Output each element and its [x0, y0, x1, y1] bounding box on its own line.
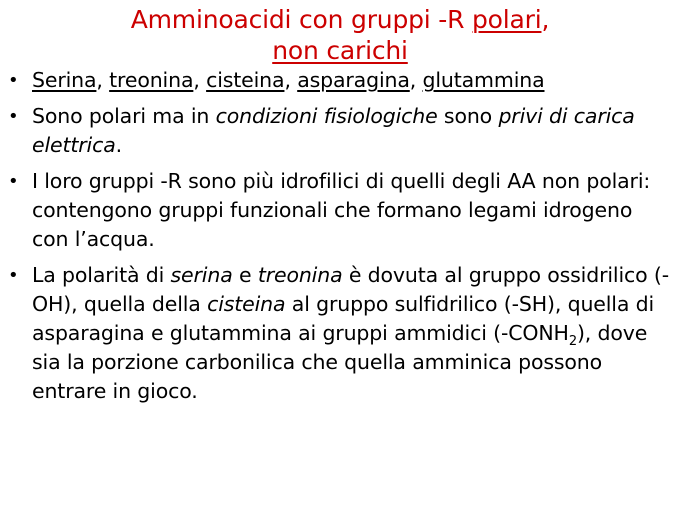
title-text: Amminoacidi con gruppi -R: [130, 5, 473, 34]
term-glutammina: glutammina: [422, 68, 545, 92]
italic-text: cisteina: [207, 292, 286, 316]
subscript: 2: [568, 334, 577, 350]
bullet-text: .: [115, 133, 122, 157]
term-asparagina: asparagina: [297, 68, 410, 92]
bullet-text: al gruppo sulfidrilico (-SH), quella di asparagina e glutammina ai gruppi ammidici (-CONH: [32, 292, 655, 345]
title-underlined-polari: polari: [472, 5, 542, 34]
slide-title: [0, 4, 680, 66]
italic-text: treonina: [257, 263, 343, 287]
bullet-item-hydrophilic: [6, 167, 674, 254]
bullet-text: è dovuta al gruppo ossidrilico (-OH), quella della: [32, 263, 669, 316]
term-treonina: treonina: [109, 68, 194, 92]
italic-text: privi di carica elettrica: [32, 104, 635, 157]
bullet-text: La polarità di: [32, 263, 171, 287]
bullet-text: e: [232, 263, 258, 287]
bullet-text: Sono polari ma in: [32, 104, 216, 128]
term-cisteina: cisteina: [206, 68, 285, 92]
separator: ,: [284, 68, 298, 92]
bullet-item-polarity-groups: [6, 261, 674, 406]
title-underlined-non-carichi: non carichi: [272, 36, 408, 65]
italic-text: condizioni fisiologiche: [215, 104, 438, 128]
bullet-text: ), dove sia la porzione carbonilica che quella amminica possono entrare in gioco.: [32, 321, 648, 403]
title-line-1: [0, 4, 680, 35]
bullet-marker: •: [8, 265, 19, 286]
title-comma: ,: [541, 5, 550, 34]
bullet-list: [6, 66, 674, 413]
bullet-item-aminoacids: [6, 66, 674, 95]
separator: ,: [409, 68, 423, 92]
title-line-2: [0, 35, 680, 66]
bullet-marker: •: [8, 171, 19, 192]
bullet-marker: •: [8, 106, 19, 127]
term-serina: Serina: [32, 68, 97, 92]
bullet-marker: •: [8, 70, 19, 91]
separator: ,: [193, 68, 207, 92]
bullet-text: I loro gruppi -R sono più idrofilici di quelli degli AA non polari: contengono gruppi funzionali che formano legami idrogeno con l’acqua.: [32, 169, 651, 251]
bullet-item-polar-uncharged: [6, 102, 674, 160]
bullet-text: sono: [437, 104, 499, 128]
separator: ,: [96, 68, 110, 92]
italic-text: serina: [170, 263, 233, 287]
